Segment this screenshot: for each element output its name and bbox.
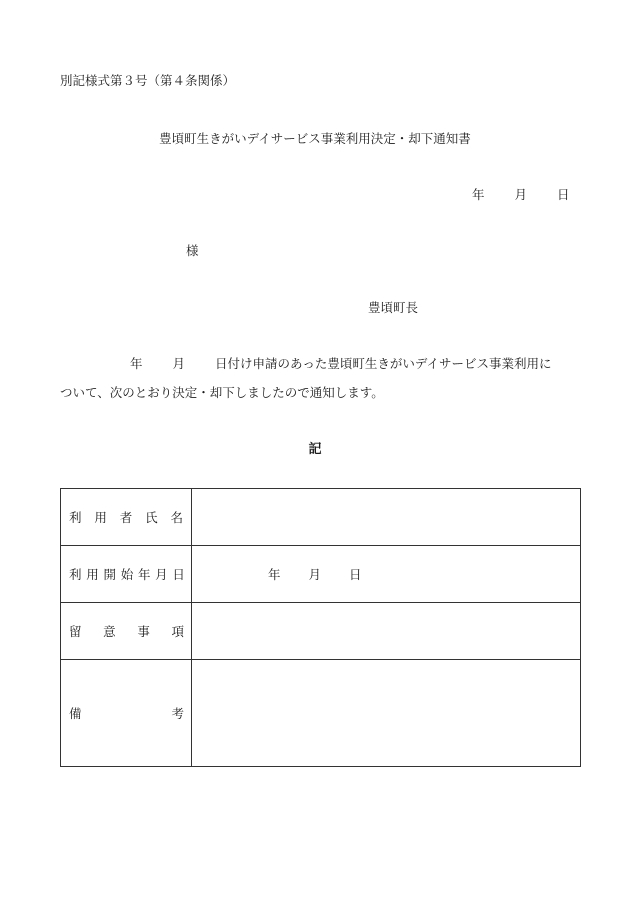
date-day-label: 日 [557, 187, 570, 202]
date-line [472, 185, 570, 203]
table-row-user-name [61, 489, 581, 546]
table-row-notes [61, 603, 581, 660]
label-cell-user-name [61, 489, 192, 546]
details-table [60, 488, 581, 767]
table-row-remarks [61, 660, 581, 767]
value-start-date[interactable] [192, 546, 581, 603]
start-day-label: 日 [349, 567, 362, 582]
document-title: 豊頃町生きがいデイサービス事業利用決定・却下通知書 [159, 131, 471, 146]
body-text-line-1 [60, 354, 590, 372]
label-cell-notes [61, 603, 192, 660]
body-text-line-2: ついて、次のとおり決定・却下しましたので通知します。 [60, 385, 384, 400]
table-row-start-date [61, 546, 581, 603]
form-number: 別記様式第３号（第４条関係） [60, 73, 236, 88]
label-user-name: 利 用 者 氏 名 [69, 510, 183, 525]
label-notes: 留 意 事 項 [69, 624, 184, 639]
ki-heading: 記 [308, 442, 322, 457]
value-notes[interactable] [192, 603, 581, 660]
date-year-label: 年 [472, 187, 485, 202]
date-month-label: 月 [514, 187, 528, 202]
body-year-label: 年 [130, 356, 143, 371]
issuer: 豊頃町長 [368, 300, 419, 315]
addressee-honorific: 様 [186, 243, 199, 258]
label-remarks: 備 考 [69, 706, 184, 721]
label-cell-start-date [61, 546, 192, 603]
body-line1-text: 日付け申請のあった豊頃町生きがいデイサービス事業利用に [215, 356, 552, 371]
label-start-date: 利 用 開 始 年 月 日 [69, 567, 185, 582]
start-year-label: 年 [268, 567, 281, 582]
value-user-name[interactable] [192, 489, 581, 546]
value-remarks[interactable] [192, 660, 581, 767]
body-month-label: 月 [172, 356, 186, 371]
start-month-label: 月 [308, 567, 322, 582]
label-cell-remarks [61, 660, 192, 767]
